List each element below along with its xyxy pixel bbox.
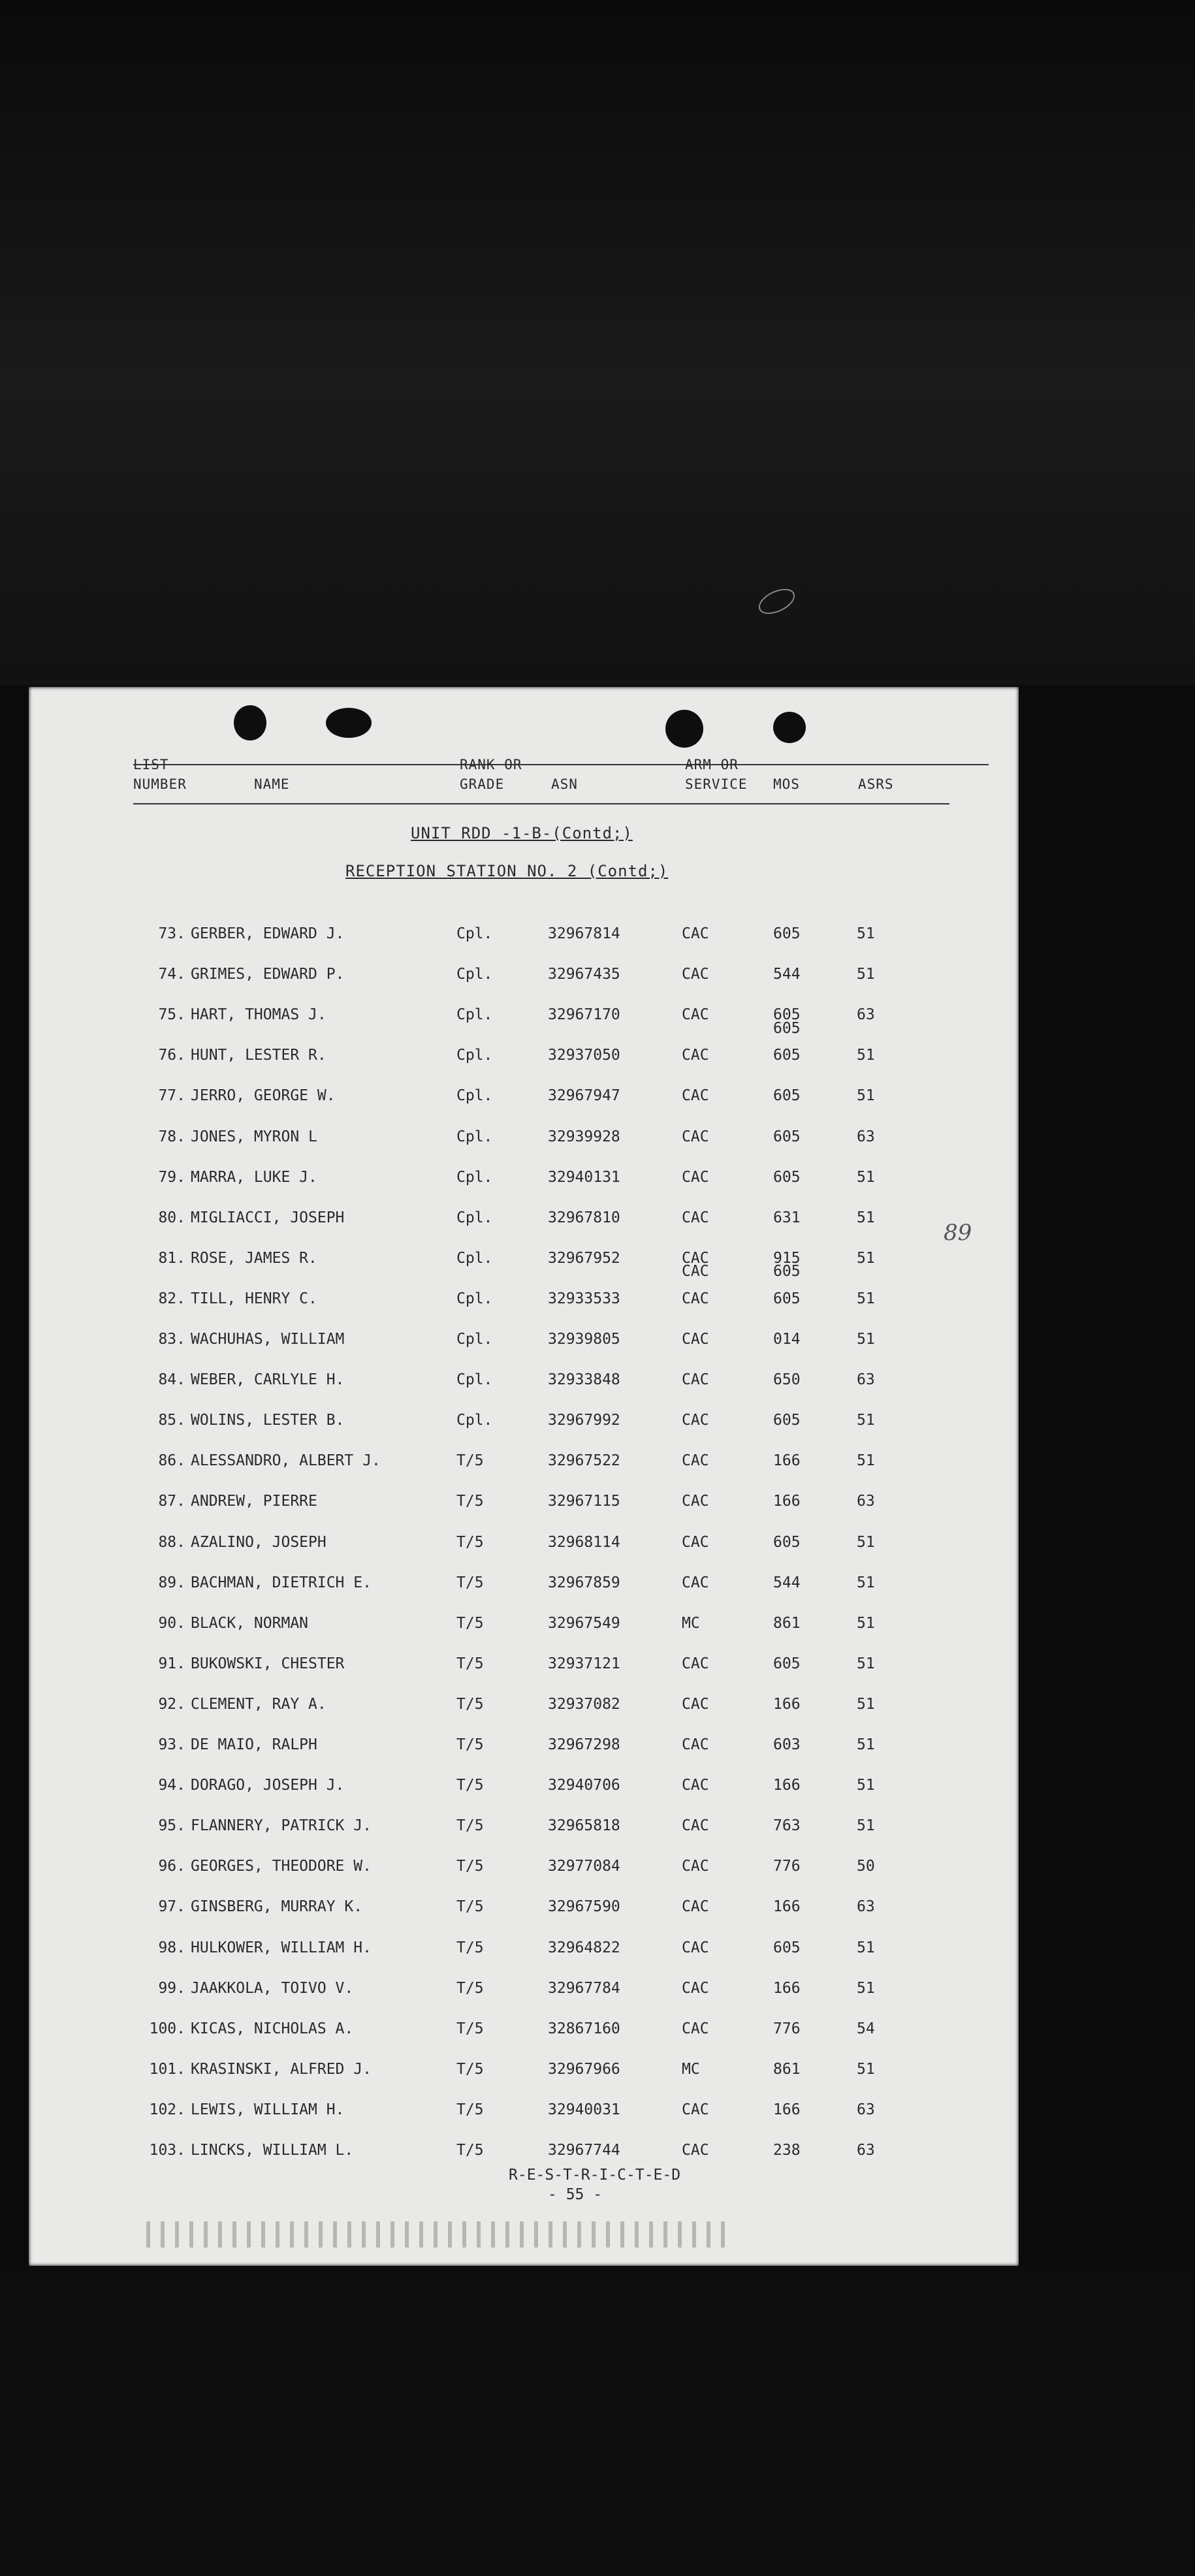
cell-asrs: 51	[857, 1087, 875, 1105]
document-page	[29, 687, 1019, 2266]
cell-arm: CAC	[682, 1290, 709, 1307]
table-row	[29, 925, 1019, 951]
cell-mos: 605	[773, 1290, 801, 1307]
cell-asrs: 63	[857, 2101, 875, 2118]
cell-rank: Cpl.	[456, 1168, 493, 1186]
table-row	[29, 1452, 1019, 1478]
dark-background-bottom	[0, 2266, 1195, 2576]
cell-mos: 166	[773, 1452, 801, 1470]
cell-arm: CAC	[682, 1209, 709, 1226]
cell-arm: CAC	[682, 1006, 709, 1024]
cell-name: BACHMAN, DIETRICH E.	[191, 1574, 372, 1591]
cell-mos: 603	[773, 1736, 801, 1753]
cell-name: DE MAIO, RALPH	[191, 1736, 317, 1753]
cell-asrs: 51	[857, 1331, 875, 1348]
cell-asrs: 51	[857, 1290, 875, 1307]
cell-rank: T/5	[456, 1898, 484, 1916]
cell-name: WACHUHAS, WILLIAM	[191, 1331, 345, 1348]
cell-rank: T/5	[456, 1574, 484, 1591]
cell-arm: CAC	[682, 1493, 709, 1510]
cell-arm: CAC	[682, 1695, 709, 1713]
cell-asn: 32967170	[548, 1006, 620, 1024]
cell-arm: CAC	[682, 1898, 709, 1916]
cell-name: JAAKKOLA, TOIVO V.	[191, 1979, 354, 1997]
cell-arm: CAC	[682, 2101, 709, 2118]
cell-num: 79.	[158, 1168, 185, 1186]
table-row	[29, 2020, 1019, 2046]
cell-mos: 166	[773, 1898, 801, 1916]
cell-rank: T/5	[456, 1493, 484, 1510]
cell-arm: MC	[682, 1614, 700, 1632]
mos-extra-81: 605	[773, 1263, 801, 1280]
cell-name: GRIMES, EDWARD P.	[191, 966, 345, 983]
cell-name: MARRA, LUKE J.	[191, 1168, 317, 1186]
dark-background-top	[0, 0, 1195, 686]
cell-asn: 32967859	[548, 1574, 620, 1591]
header-arm-service: ARM OR SERVICE	[685, 757, 748, 792]
cell-arm: CAC	[682, 1331, 709, 1348]
cell-num: 100.	[149, 2020, 185, 2037]
cell-arm: CAC	[682, 1736, 709, 1753]
punch-hole	[234, 705, 266, 740]
cell-mos: 166	[773, 1493, 801, 1510]
cell-arm: CAC	[682, 1817, 709, 1835]
cell-mos: 605	[773, 1939, 801, 1956]
cell-rank: T/5	[456, 2101, 484, 2118]
cell-arm: CAC	[682, 1858, 709, 1875]
arm-extra-81: CAC	[682, 1263, 709, 1280]
table-row	[29, 1696, 1019, 1722]
cell-asn: 32967522	[548, 1452, 620, 1470]
cell-rank: Cpl.	[456, 1209, 493, 1226]
cell-asrs: 51	[857, 1209, 875, 1226]
cell-num: 82.	[158, 1290, 185, 1307]
cell-arm: CAC	[682, 1047, 709, 1064]
cell-asn: 32977084	[548, 1858, 620, 1875]
cell-asrs: 51	[857, 2060, 875, 2078]
cell-asn: 32940031	[548, 2101, 620, 2118]
cell-name: JONES, MYRON L	[191, 1128, 317, 1145]
cell-mos: 605	[773, 1412, 801, 1429]
station-title: RECEPTION STATION NO. 2 (Contd;)	[345, 862, 669, 880]
cell-rank: Cpl.	[456, 1087, 493, 1105]
header-rule-top	[133, 764, 989, 765]
cell-rank: T/5	[456, 1655, 484, 1672]
cell-arm: CAC	[682, 1979, 709, 1997]
cell-num: 95.	[158, 1817, 185, 1835]
cell-arm: CAC	[682, 1412, 709, 1429]
cell-name: MIGLIACCI, JOSEPH	[191, 1209, 345, 1226]
cell-mos: 166	[773, 1695, 801, 1713]
cell-asn: 32937050	[548, 1047, 620, 1064]
header-asn: ASN	[551, 776, 578, 792]
cell-num: 83.	[158, 1331, 185, 1348]
cell-num: 86.	[158, 1452, 185, 1470]
cell-name: KRASINSKI, ALFRED J.	[191, 2060, 372, 2078]
cell-mos: 650	[773, 1371, 801, 1389]
cell-num: 102.	[149, 2101, 185, 2118]
cell-asrs: 51	[857, 1574, 875, 1591]
cell-rank: T/5	[456, 1533, 484, 1551]
table-row	[29, 1209, 1019, 1235]
cell-asrs: 51	[857, 1047, 875, 1064]
cell-num: 89.	[158, 1574, 185, 1591]
cell-name: HULKOWER, WILLIAM H.	[191, 1939, 372, 1956]
cell-asrs: 51	[857, 1655, 875, 1672]
cell-mos: 166	[773, 2101, 801, 2118]
cell-mos: 776	[773, 1858, 801, 1875]
cell-rank: T/5	[456, 2060, 484, 2078]
table-row	[29, 2101, 1019, 2127]
cell-num: 80.	[158, 1209, 185, 1226]
table-row	[29, 1331, 1019, 1357]
table-row	[29, 1493, 1019, 1519]
cell-rank: T/5	[456, 1777, 484, 1794]
cell-asn: 32939805	[548, 1331, 620, 1348]
cell-asn: 32940706	[548, 1777, 620, 1794]
page-number: - 55 -	[548, 2186, 603, 2203]
cell-asrs: 63	[857, 1006, 875, 1024]
cell-arm: MC	[682, 2060, 700, 2078]
cell-name: BLACK, NORMAN	[191, 1614, 309, 1632]
cell-asn: 32967810	[548, 1209, 620, 1226]
cell-asn: 32967435	[548, 966, 620, 983]
cell-name: FLANNERY, PATRICK J.	[191, 1817, 372, 1835]
cell-rank: Cpl.	[456, 1128, 493, 1145]
unit-title: UNIT RDD -1-B-(Contd;)	[411, 824, 633, 842]
cell-num: 85.	[158, 1412, 185, 1429]
cell-name: LEWIS, WILLIAM H.	[191, 2101, 345, 2118]
punch-hole	[665, 710, 703, 748]
cell-rank: Cpl.	[456, 1249, 493, 1267]
table-row	[29, 2061, 1019, 2087]
cell-asn: 32965818	[548, 1817, 620, 1835]
cell-num: 101.	[149, 2060, 185, 2078]
cell-name: KICAS, NICHOLAS A.	[191, 2020, 354, 2037]
table-row	[29, 1817, 1019, 1843]
cell-name: DORAGO, JOSEPH J.	[191, 1777, 345, 1794]
punch-hole	[773, 712, 806, 743]
cell-asn: 32968114	[548, 1533, 620, 1551]
table-row	[29, 1534, 1019, 1560]
cell-mos: 605	[773, 1006, 801, 1024]
cell-asrs: 51	[857, 966, 875, 983]
cell-name: GEORGES, THEODORE W.	[191, 1858, 372, 1875]
cell-arm: CAC	[682, 1939, 709, 1956]
cell-asrs: 51	[857, 925, 875, 942]
cell-num: 81.	[158, 1249, 185, 1267]
cell-asn: 32967590	[548, 1898, 620, 1916]
cell-name: GINSBERG, MURRAY K.	[191, 1898, 363, 1916]
cell-num: 88.	[158, 1533, 185, 1551]
table-row	[29, 1939, 1019, 1965]
cell-rank: T/5	[456, 1736, 484, 1753]
cell-mos: 861	[773, 2060, 801, 2078]
table-row	[29, 1898, 1019, 1924]
cell-rank: T/5	[456, 1939, 484, 1956]
cell-arm: CAC	[682, 1574, 709, 1591]
cell-num: 93.	[158, 1736, 185, 1753]
cell-arm: CAC	[682, 2020, 709, 2037]
cell-asrs: 51	[857, 1736, 875, 1753]
table-row	[29, 2142, 1019, 2168]
cell-arm: CAC	[682, 1655, 709, 1672]
cell-asn: 32939928	[548, 1128, 620, 1145]
cell-name: ANDREW, PIERRE	[191, 1493, 317, 1510]
cell-rank: T/5	[456, 1695, 484, 1713]
cell-mos: 544	[773, 1574, 801, 1591]
cell-asn: 32937082	[548, 1695, 620, 1713]
cell-num: 90.	[158, 1614, 185, 1632]
cell-mos: 605	[773, 1087, 801, 1105]
cell-rank: T/5	[456, 1858, 484, 1875]
table-row	[29, 966, 1019, 992]
cell-mos: 915	[773, 1249, 801, 1267]
cell-asrs: 63	[857, 1493, 875, 1510]
cell-arm: CAC	[682, 1168, 709, 1186]
cell-rank: Cpl.	[456, 1371, 493, 1389]
cell-asn: 32967784	[548, 1979, 620, 1997]
cell-mos: 544	[773, 966, 801, 983]
restricted-stamp: R-E-S-T-R-I-C-T-E-D	[509, 2167, 681, 2184]
cell-rank: Cpl.	[456, 966, 493, 983]
cell-num: 87.	[158, 1493, 185, 1510]
cell-asrs: 51	[857, 1168, 875, 1186]
cell-name: LINCKS, WILLIAM L.	[191, 2142, 354, 2159]
cell-name: AZALINO, JOSEPH	[191, 1533, 327, 1551]
cell-arm: CAC	[682, 1371, 709, 1389]
cell-name: ROSE, JAMES R.	[191, 1249, 317, 1267]
table-row	[29, 1169, 1019, 1195]
cell-arm: CAC	[682, 1087, 709, 1105]
cell-asn: 32940131	[548, 1168, 620, 1186]
cell-asn: 32967549	[548, 1614, 620, 1632]
table-row	[29, 1412, 1019, 1438]
cell-name: WEBER, CARLYLE H.	[191, 1371, 345, 1389]
cell-rank: Cpl.	[456, 1412, 493, 1429]
cell-asrs: 63	[857, 2142, 875, 2159]
table-row	[29, 1290, 1019, 1316]
cell-arm: CAC	[682, 1777, 709, 1794]
cell-asn: 32933848	[548, 1371, 620, 1389]
margin-number: 89	[944, 1220, 972, 1246]
cell-num: 96.	[158, 1858, 185, 1875]
table-row	[29, 1006, 1019, 1032]
cell-arm: CAC	[682, 1533, 709, 1551]
cell-rank: Cpl.	[456, 925, 493, 942]
cell-asrs: 63	[857, 1898, 875, 1916]
cell-arm: CAC	[682, 966, 709, 983]
cell-num: 76.	[158, 1047, 185, 1064]
cell-num: 99.	[158, 1979, 185, 1997]
cell-mos: 238	[773, 2142, 801, 2159]
cell-asrs: 51	[857, 1452, 875, 1470]
cell-num: 92.	[158, 1695, 185, 1713]
cell-asrs: 51	[857, 1614, 875, 1632]
cell-arm: CAC	[682, 1249, 709, 1267]
table-row	[29, 1980, 1019, 2006]
cell-name: JERRO, GEORGE W.	[191, 1087, 336, 1105]
cell-asrs: 51	[857, 1412, 875, 1429]
cell-mos: 014	[773, 1331, 801, 1348]
cell-asn: 32867160	[548, 2020, 620, 2037]
table-row	[29, 1128, 1019, 1154]
cell-asrs: 51	[857, 1979, 875, 1997]
cell-arm: CAC	[682, 1128, 709, 1145]
cell-asn: 32933533	[548, 1290, 620, 1307]
cell-name: HUNT, LESTER R.	[191, 1047, 327, 1064]
cell-mos: 166	[773, 1777, 801, 1794]
cell-rank: T/5	[456, 1979, 484, 1997]
cell-mos: 605	[773, 1047, 801, 1064]
header-asrs: ASRS	[858, 776, 894, 792]
cell-asrs: 51	[857, 1817, 875, 1835]
cell-num: 94.	[158, 1777, 185, 1794]
cell-asn: 32967814	[548, 925, 620, 942]
cell-asrs: 63	[857, 1371, 875, 1389]
header-name: NAME	[254, 776, 290, 792]
cell-mos: 631	[773, 1209, 801, 1226]
table-row	[29, 1615, 1019, 1641]
table-row	[29, 1655, 1019, 1681]
cell-asrs: 51	[857, 1777, 875, 1794]
cell-rank: T/5	[456, 1452, 484, 1470]
header-mos: MOS	[773, 776, 800, 792]
cell-mos: 605	[773, 925, 801, 942]
table-row	[29, 1047, 1019, 1073]
cell-rank: Cpl.	[456, 1290, 493, 1307]
cell-num: 97.	[158, 1898, 185, 1916]
cell-num: 98.	[158, 1939, 185, 1956]
cell-asrs: 63	[857, 1128, 875, 1145]
cell-arm: CAC	[682, 2142, 709, 2159]
cell-num: 91.	[158, 1655, 185, 1672]
table-row	[29, 1574, 1019, 1600]
cell-name: GERBER, EDWARD J.	[191, 925, 345, 942]
cell-name: TILL, HENRY C.	[191, 1290, 317, 1307]
cell-name: CLEMENT, RAY A.	[191, 1695, 327, 1713]
table-row	[29, 1371, 1019, 1397]
cell-arm: CAC	[682, 925, 709, 942]
cell-rank: T/5	[456, 1817, 484, 1835]
cell-asn: 32967115	[548, 1493, 620, 1510]
table-row	[29, 1087, 1019, 1113]
cell-rank: Cpl.	[456, 1006, 493, 1024]
table-row	[29, 1777, 1019, 1803]
cell-rank: T/5	[456, 1614, 484, 1632]
header-list-number: LIST NUMBER	[133, 757, 187, 792]
cell-num: 74.	[158, 966, 185, 983]
cell-name: ALESSANDRO, ALBERT J.	[191, 1452, 381, 1470]
cell-name: WOLINS, LESTER B.	[191, 1412, 345, 1429]
cell-mos: 605	[773, 1655, 801, 1672]
mos-extra-75: 605	[773, 1020, 801, 1037]
cell-asrs: 54	[857, 2020, 875, 2037]
cell-asn: 32967992	[548, 1412, 620, 1429]
table-row	[29, 1736, 1019, 1762]
cell-mos: 166	[773, 1979, 801, 1997]
cell-asrs: 50	[857, 1858, 875, 1875]
cell-mos: 605	[773, 1533, 801, 1551]
cell-mos: 605	[773, 1128, 801, 1145]
cell-num: 77.	[158, 1087, 185, 1105]
cell-rank: Cpl.	[456, 1331, 493, 1348]
cell-asn: 32967966	[548, 2060, 620, 2078]
cell-mos: 861	[773, 1614, 801, 1632]
cell-asn: 32967952	[548, 1249, 620, 1267]
table-row	[29, 1250, 1019, 1276]
header-rule-bottom	[133, 803, 949, 804]
cell-asrs: 51	[857, 1249, 875, 1267]
cell-asrs: 51	[857, 1939, 875, 1956]
cell-name: BUKOWSKI, CHESTER	[191, 1655, 345, 1672]
cell-mos: 763	[773, 1817, 801, 1835]
cell-asn: 32937121	[548, 1655, 620, 1672]
cell-mos: 776	[773, 2020, 801, 2037]
cell-arm: CAC	[682, 1452, 709, 1470]
cell-num: 75.	[158, 1006, 185, 1024]
cell-num: 73.	[158, 925, 185, 942]
cell-rank: T/5	[456, 2020, 484, 2037]
cell-asn: 32967947	[548, 1087, 620, 1105]
cell-num: 103.	[149, 2142, 185, 2159]
cell-asrs: 51	[857, 1533, 875, 1551]
punch-hole	[326, 708, 372, 738]
cell-asn: 32967298	[548, 1736, 620, 1753]
header-rank-grade: RANK OR GRADE	[460, 757, 522, 792]
table-row	[29, 1858, 1019, 1884]
illegible-bottom-row	[146, 2221, 734, 2248]
cell-mos: 605	[773, 1168, 801, 1186]
cell-rank: Cpl.	[456, 1047, 493, 1064]
cell-name: HART, THOMAS J.	[191, 1006, 327, 1024]
cell-num: 78.	[158, 1128, 185, 1145]
cell-rank: T/5	[456, 2142, 484, 2159]
cell-asn: 32967744	[548, 2142, 620, 2159]
cell-asn: 32964822	[548, 1939, 620, 1956]
cell-num: 84.	[158, 1371, 185, 1389]
cell-asrs: 51	[857, 1695, 875, 1713]
